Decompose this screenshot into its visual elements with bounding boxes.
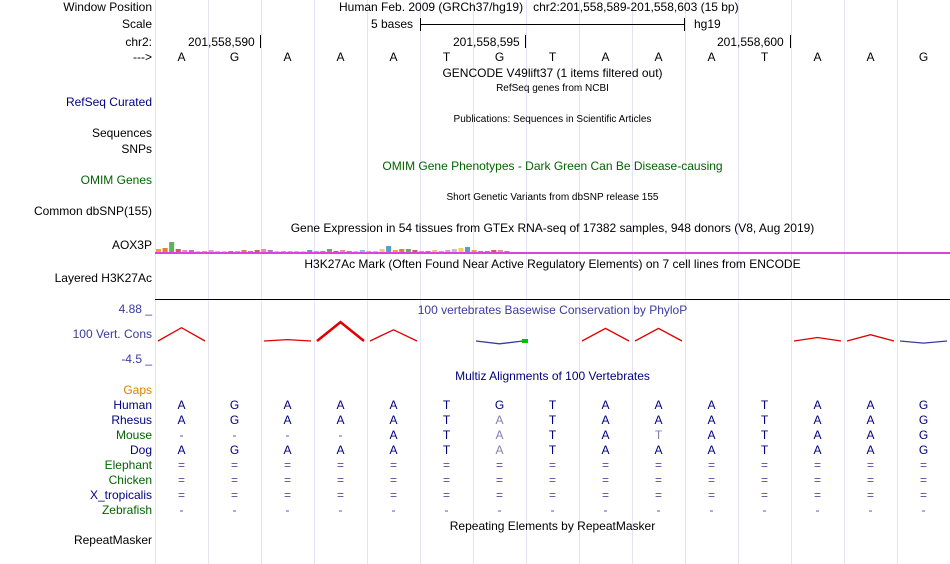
alignment-base: =: [760, 488, 768, 502]
alignment-base: T: [654, 428, 663, 442]
alignment-base: G: [229, 398, 240, 412]
sequence-base: T: [760, 50, 769, 64]
gaps-label[interactable]: Gaps: [123, 383, 152, 397]
alignment-base: -: [550, 503, 555, 517]
alignment-base: =: [177, 473, 185, 487]
alignment-base: -: [921, 503, 926, 517]
alignment-base: A: [389, 413, 398, 427]
alignment-base: G: [229, 413, 240, 427]
alignment-base: -: [179, 503, 184, 517]
alignment-base: -: [391, 503, 396, 517]
alignment-base: T: [442, 398, 451, 412]
alignment-base: -: [179, 428, 184, 442]
alignment-base: A: [813, 413, 822, 427]
window-position-text: Human Feb. 2009 (GRCh37/hg19) chr2:201,558,589-201,558,603 (15 bp): [339, 0, 739, 14]
alignment-base: A: [707, 398, 716, 412]
alignment-base: A: [707, 413, 716, 427]
repeatmasker-title[interactable]: Repeating Elements by RepeatMasker: [449, 519, 656, 533]
alignment-base: A: [654, 413, 663, 427]
sequence-base: A: [177, 50, 186, 64]
gtex-bar[interactable]: [169, 242, 174, 252]
alignment-base: =: [389, 488, 397, 502]
sequence-base: T: [548, 50, 557, 64]
alignment-base: =: [813, 488, 821, 502]
alignment-base: =: [919, 458, 927, 472]
alignment-base: T: [760, 443, 769, 457]
alignment-base: A: [866, 428, 875, 442]
strand-label: --->: [133, 50, 152, 64]
alignment-base: =: [495, 458, 503, 472]
phylop-peak: [582, 328, 629, 341]
alignment-base: =: [336, 488, 344, 502]
alignment-base: G: [918, 413, 929, 427]
alignment-base: A: [601, 443, 610, 457]
position-tick-mark-2: [525, 35, 526, 48]
gencode-title[interactable]: GENCODE V49lift37 (1 items filtered out): [442, 66, 663, 80]
publications-title[interactable]: Publications: Sequences in Scientific Articles: [453, 114, 652, 125]
alignment-base: T: [760, 413, 769, 427]
alignment-base: =: [919, 488, 927, 502]
chrom-label: chr2:: [125, 35, 152, 49]
species-label-x_tropicalis[interactable]: X_tropicalis: [89, 488, 152, 502]
alignment-base: =: [760, 458, 768, 472]
alignment-base: G: [918, 428, 929, 442]
alignment-base: =: [760, 473, 768, 487]
alignment-base: =: [442, 473, 450, 487]
phylop-max-label: 4.88 _: [118, 302, 152, 316]
alignment-base: A: [336, 443, 345, 457]
alignment-base: =: [442, 458, 450, 472]
phylop-min-label: -4.5 _: [121, 352, 152, 366]
alignment-base: =: [336, 473, 344, 487]
alignment-base: A: [707, 443, 716, 457]
alignment-base: A: [654, 443, 663, 457]
sequence-base: G: [494, 50, 505, 64]
alignment-base: A: [707, 428, 716, 442]
alignment-base: A: [177, 443, 186, 457]
scale-label: Scale: [121, 17, 152, 31]
alignment-base: =: [601, 473, 609, 487]
sequence-base: A: [707, 50, 716, 64]
phylop-peak: [794, 338, 841, 342]
position-tick-1: 201,558,590: [188, 35, 255, 49]
species-label-zebrafish[interactable]: Zebrafish: [101, 503, 152, 517]
alignment-base: A: [601, 428, 610, 442]
alignment-base: A: [654, 398, 663, 412]
alignment-base: G: [229, 443, 240, 457]
alignment-base: A: [601, 413, 610, 427]
h3k27ac-label[interactable]: Layered H3K27Ac: [54, 271, 152, 285]
scale-bar-left-tick: [420, 18, 421, 31]
alignment-base: -: [338, 503, 343, 517]
alignment-base: -: [232, 503, 237, 517]
omim-title[interactable]: OMIM Gene Phenotypes - Dark Green Can Be Disease-causing: [382, 159, 723, 173]
omim-label[interactable]: OMIM Genes: [80, 173, 152, 187]
sequence-base: G: [918, 50, 929, 64]
scale-bar-label: 5 bases: [371, 17, 414, 31]
alignment-base: A: [813, 428, 822, 442]
alignment-base: =: [707, 458, 715, 472]
alignment-base: =: [601, 488, 609, 502]
alignment-base: =: [707, 488, 715, 502]
alignment-base: =: [283, 488, 291, 502]
phylop-label[interactable]: 100 Vert. Cons: [72, 327, 152, 341]
alignment-base: G: [918, 398, 929, 412]
alignment-base: A: [336, 413, 345, 427]
phylop-conservation-plot[interactable]: [155, 315, 950, 355]
multiz-title[interactable]: Multiz Alignments of 100 Vertebrates: [455, 369, 650, 383]
repeatmasker-label[interactable]: RepeatMasker: [73, 533, 152, 547]
sequence-base: A: [389, 50, 398, 64]
alignment-base: =: [601, 458, 609, 472]
species-label-mouse[interactable]: Mouse: [115, 428, 152, 442]
alignment-base: =: [654, 488, 662, 502]
alignment-base: -: [815, 503, 820, 517]
alignment-base: A: [283, 398, 292, 412]
alignment-base: -: [656, 503, 661, 517]
alignment-base: =: [548, 473, 556, 487]
alignment-base: -: [232, 428, 237, 442]
phylop-title[interactable]: 100 vertebrates Basewise Conservation by PhyloP: [417, 303, 688, 317]
position-tick-3: 201,558,600: [717, 35, 784, 49]
alignment-base: =: [177, 488, 185, 502]
alignment-base: A: [336, 398, 345, 412]
refseq-title[interactable]: RefSeq genes from NCBI: [496, 83, 609, 94]
phylop-peak: [635, 328, 682, 341]
alignment-base: A: [601, 398, 610, 412]
sequence-base: A: [866, 50, 875, 64]
alignment-base: =: [336, 458, 344, 472]
alignment-base: A: [866, 398, 875, 412]
scale-bar: [420, 24, 684, 25]
sequences-label[interactable]: Sequences: [91, 126, 152, 140]
alignment-base: A: [177, 413, 186, 427]
alignment-base: =: [495, 473, 503, 487]
alignment-base: =: [389, 458, 397, 472]
phylop-peak: [158, 328, 205, 341]
alignment-base: A: [177, 398, 186, 412]
sequence-base: A: [813, 50, 822, 64]
alignment-base: =: [919, 473, 927, 487]
species-label-human[interactable]: Human: [113, 398, 152, 412]
position-tick-mark-3: [790, 35, 791, 48]
track-separator: [155, 299, 950, 300]
alignment-base: G: [494, 398, 505, 412]
alignment-base: A: [813, 398, 822, 412]
alignment-base: A: [389, 443, 398, 457]
position-tick-2: 201,558,595: [453, 35, 520, 49]
gtex-gene-label[interactable]: AOX3P: [111, 238, 152, 252]
snps-label[interactable]: SNPs: [121, 142, 152, 156]
sequence-base: G: [229, 50, 240, 64]
alignment-base: G: [918, 443, 929, 457]
alignment-base: -: [868, 503, 873, 517]
position-tick-mark-1: [260, 35, 261, 48]
h3k27ac-signal-line: [155, 252, 950, 254]
phylop-peak: [264, 340, 311, 341]
alignment-base: T: [442, 443, 451, 457]
alignment-base: =: [866, 473, 874, 487]
alignment-base: T: [548, 413, 557, 427]
assembly-label: hg19: [694, 17, 721, 31]
alignment-base: =: [813, 458, 821, 472]
alignment-base: -: [709, 503, 714, 517]
alignment-base: -: [603, 503, 608, 517]
alignment-base: =: [654, 473, 662, 487]
species-label-chicken[interactable]: Chicken: [108, 473, 152, 487]
alignment-base: -: [497, 503, 502, 517]
alignment-base: A: [866, 443, 875, 457]
alignment-base: A: [495, 443, 504, 457]
sequence-base: A: [336, 50, 345, 64]
sequence-base: A: [601, 50, 610, 64]
phylop-peak: [370, 330, 417, 341]
alignment-base: T: [548, 443, 557, 457]
alignment-base: T: [548, 428, 557, 442]
refseq-label[interactable]: RefSeq Curated: [65, 95, 152, 109]
species-label-elephant[interactable]: Elephant: [104, 458, 152, 472]
alignment-base: =: [389, 473, 397, 487]
phylop-peak: [476, 341, 523, 344]
alignment-base: =: [283, 473, 291, 487]
alignment-base: A: [389, 428, 398, 442]
sequence-base: T: [442, 50, 451, 64]
alignment-base: =: [230, 458, 238, 472]
alignment-base: A: [495, 428, 504, 442]
sequence-base: A: [283, 50, 292, 64]
alignment-base: A: [389, 398, 398, 412]
phylop-peak: [847, 335, 894, 341]
alignment-base: T: [760, 398, 769, 412]
alignment-base: =: [707, 473, 715, 487]
alignment-base: T: [760, 428, 769, 442]
alignment-base: =: [283, 458, 291, 472]
alignment-base: =: [548, 458, 556, 472]
alignment-base: =: [813, 473, 821, 487]
phylop-marker: [522, 339, 528, 343]
phylop-peak: [900, 341, 947, 343]
scale-bar-right-tick: [684, 18, 685, 31]
alignment-base: =: [548, 488, 556, 502]
alignment-base: T: [548, 398, 557, 412]
alignment-base: =: [230, 488, 238, 502]
alignment-base: A: [866, 413, 875, 427]
sequence-base: A: [654, 50, 663, 64]
alignment-base: A: [283, 443, 292, 457]
species-label-dog[interactable]: Dog: [129, 443, 152, 457]
species-label-rhesus[interactable]: Rhesus: [111, 413, 152, 427]
alignment-base: A: [495, 413, 504, 427]
alignment-base: -: [285, 503, 290, 517]
alignment-base: =: [230, 473, 238, 487]
gtex-title[interactable]: Gene Expression in 54 tissues from GTEx RNA-seq of 17382 samples, 948 donors (V8, Aug 2019): [290, 221, 815, 235]
alignment-base: -: [444, 503, 449, 517]
alignment-base: =: [442, 488, 450, 502]
alignment-base: -: [285, 428, 290, 442]
alignment-base: =: [866, 488, 874, 502]
h3k27ac-title[interactable]: H3K27Ac Mark (Often Found Near Active Regulatory Elements) on 7 cell lines from ENCODE: [304, 257, 801, 271]
dbsnp-label[interactable]: Common dbSNP(155): [33, 204, 152, 218]
alignment-base: =: [654, 458, 662, 472]
dbsnp-title[interactable]: Short Genetic Variants from dbSNP release 155: [446, 192, 659, 203]
alignment-base: A: [813, 443, 822, 457]
alignment-base: A: [283, 413, 292, 427]
alignment-base: -: [338, 428, 343, 442]
alignment-base: =: [866, 458, 874, 472]
alignment-base: =: [177, 458, 185, 472]
window-position-label: Window Position: [63, 0, 152, 14]
alignment-base: T: [442, 413, 451, 427]
alignment-base: T: [442, 428, 451, 442]
phylop-peak: [317, 322, 364, 341]
alignment-base: -: [762, 503, 767, 517]
alignment-base: =: [495, 488, 503, 502]
